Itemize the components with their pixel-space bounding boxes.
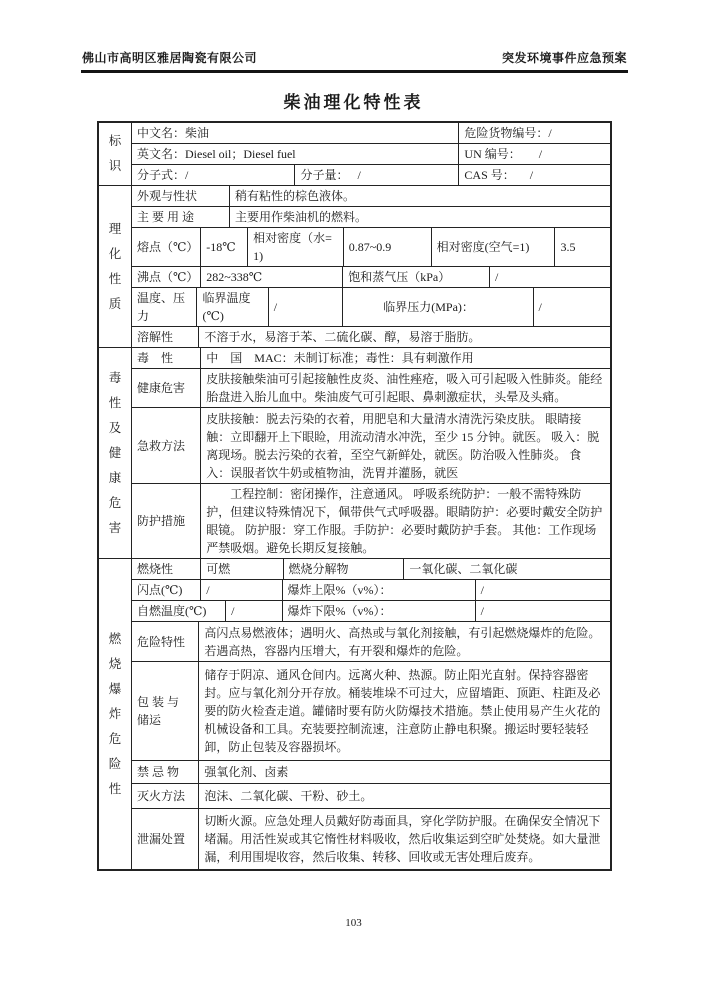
cell-toxicity-label: 毒 性	[132, 348, 201, 368]
section-identification-label-cell	[99, 123, 132, 185]
table-row	[132, 601, 610, 622]
cell-critical-pressure-value: /	[538, 300, 542, 314]
cell-critical-pressure-label: 临界压力(MPa)：	[343, 288, 533, 326]
table-row	[132, 622, 610, 662]
cell-density-water-label: 相对密度（水=1)	[248, 228, 344, 266]
cell-incompatibles-value: 强氧化剂、卤素	[204, 765, 289, 779]
section-fire-explosion	[99, 558, 610, 869]
section-physical	[99, 185, 610, 347]
cell-combustibility-value: 可燃	[201, 559, 283, 579]
table-row	[132, 559, 610, 580]
cell-solubility-value: 不溶于水，易溶于苯、二硫化碳、醇，易溶于脂肪。	[204, 330, 481, 344]
section-identification	[99, 123, 610, 185]
section-physical-label-cell	[99, 186, 132, 347]
cell-solubility-label: 溶解性	[132, 327, 199, 347]
cell-vapor-pressure-value: /	[494, 270, 499, 284]
table-row	[132, 784, 610, 809]
table-row	[132, 144, 610, 165]
table-row	[132, 369, 610, 408]
table-row	[132, 761, 610, 784]
table-row	[132, 267, 610, 288]
cell-explosion-upper-value: /	[480, 583, 484, 597]
cell-en-name: 英文名：Diesel oil；Diesel fuel	[132, 144, 459, 164]
cell-melting-value: -18℃	[201, 228, 248, 266]
table-row	[132, 207, 610, 228]
cell-molecular-formula: 分子式：/	[132, 165, 295, 185]
section-fire-explosion-label: 燃烧爆炸危险性	[108, 631, 122, 796]
cell-hazard-value: 高闪点易燃液体；遇明火、高热或与氧化剂接触，有引起燃烧爆炸的危险。若遇高热，容器内压增大，有开裂和爆炸的危险。	[204, 625, 601, 658]
table-row	[132, 165, 610, 185]
cell-density-air-label: 相对密度(空气=1)	[432, 228, 556, 266]
cell-first-aid-value: 皮肤接触：脱去污染的衣着，用肥皂和大量清水清洗污染皮肤。 眼睛接触：立即翻开上下眼睑，用流动清水冲洗，至少 15 分钟。就医。 吸入：脱离现场。脱去污染的衣着，至空气新鲜处，就医。防治吸入性肺炎。 食入：误服者饮牛奶或植物油，洗胃并灌肠，就医	[206, 411, 600, 480]
cell-explosion-lower-value: /	[480, 604, 484, 618]
cell-boiling-label: 沸点（℃）	[132, 267, 201, 287]
cell-critical-temp-value: /	[269, 288, 344, 326]
cell-hazard-label: 危险特性	[132, 622, 199, 661]
table-row	[132, 123, 610, 144]
header-rule	[81, 70, 628, 73]
cell-extinguishing-value: 泡沫、二氧化碳、干粉、砂土。	[204, 789, 373, 803]
diesel-properties-table	[97, 121, 612, 871]
header-doc-title: 突发环境事件应急预案	[501, 51, 627, 65]
section-identification-label: 标识	[108, 134, 122, 173]
cell-decomposition-label: 燃烧分解物	[284, 559, 405, 579]
cell-combustibility-label: 燃烧性	[132, 559, 201, 579]
cell-density-air-value: 3.5	[560, 240, 576, 254]
page-title: 柴油理化特性表	[283, 93, 424, 112]
cell-leakage-value: 切断火源。应急处理人员戴好防毒面具，穿化学防护服。在确保安全情况下堵漏。用活性炭或其它惰性材料吸收，然后收集运到空旷处焚烧。如大量泄漏，利用围堤收容，然后收集、转移、回收或无害处理后废弃。	[204, 814, 601, 864]
table-row	[132, 580, 610, 601]
section-physical-label: 理化性质	[108, 221, 122, 311]
cell-health-hazard-value: 皮肤接触柴油可引起接触性皮炎、油性痤疮，吸入可引起吸入性肺炎。能经胎盘进入胎儿血中。柴油废气可引起眼、鼻刺激症状，头晕及头痛。	[206, 372, 603, 404]
table-row	[132, 408, 610, 484]
cell-flash-point-label: 闪点(℃)	[132, 580, 201, 600]
cell-auto-ignition-value: /	[226, 601, 282, 621]
cell-first-aid-label: 急救方法	[132, 408, 201, 483]
section-toxicity	[99, 347, 610, 558]
cell-storage-value: 储存于阴凉、通风仓间内。远离火种、热源。防止阳光直射。保持容器密封。应与氧化剂分开存放。桶装堆垛不可过大，应留墙距、顶距、柱距及必要的防火检查走道。罐储时要有防火防爆技术措施。禁止使用易产生火花的机械设备和工具。充装要控制流速，注意防止静电积聚。搬运时要轻装轻卸，防止包装及容器损坏。	[204, 668, 601, 754]
cell-molecular-weight: 分子量： /	[295, 165, 459, 185]
cell-cn-name: 中文名：柴油	[132, 123, 459, 143]
cell-critical-temp-label: 临界温度(℃)	[197, 288, 268, 326]
table-row	[132, 288, 610, 327]
header-company: 佛山市高明区雅居陶瓷有限公司	[82, 51, 258, 65]
cell-protection-label: 防护措施	[132, 484, 201, 558]
cell-auto-ignition-label: 自燃温度(℃)	[132, 601, 226, 621]
cell-usage-value: 主要用作柴油机的燃料。	[234, 210, 367, 224]
page-number: 103	[345, 917, 362, 929]
cell-temp-pressure-label: 温度、压力	[132, 288, 197, 326]
section-toxicity-label-cell	[99, 348, 132, 558]
cell-appearance-label: 外观与性状	[132, 186, 230, 206]
cell-extinguishing-label: 灭火方法	[132, 784, 199, 808]
cell-leakage-label: 泄漏处置	[132, 809, 199, 869]
section-fire-explosion-label-cell	[99, 559, 132, 869]
page-header	[82, 49, 627, 66]
section-toxicity-label: 毒性及健康危害	[108, 370, 122, 535]
cell-health-hazard-label: 健康危害	[132, 369, 201, 407]
cell-protection-value: 工程控制：密闭操作，注意通风。 呼吸系统防护：一般不需特殊防护，但建议特殊情况下，佩带供气式呼吸器。眼睛防护：必要时戴安全防护眼镜。 防护服：穿工作服。手防护：必要时戴防护手套。 其他：工作现场严禁吸烟。避免长期反复接触。	[206, 487, 603, 555]
table-row	[132, 662, 610, 761]
cell-un-no: UN 编号： /	[464, 147, 543, 161]
table-row	[132, 228, 610, 267]
cell-storage-label: 包 装 与 储运	[132, 662, 199, 760]
cell-flash-point-value: /	[201, 580, 282, 600]
cell-vapor-pressure-label: 饱和蒸气压（kPa）	[343, 267, 490, 287]
table-row	[132, 327, 610, 347]
table-row	[132, 186, 610, 207]
cell-melting-label: 熔点（℃）	[132, 228, 201, 266]
cell-density-water-value: 0.87~0.9	[344, 228, 432, 266]
cell-boiling-value: 282~338℃	[201, 267, 343, 287]
table-row	[132, 809, 610, 869]
cell-cas-no: CAS 号： /	[464, 168, 534, 182]
cell-toxicity-value: 中 国 MAC：未制订标准；毒性：具有刺激作用	[206, 351, 474, 365]
table-row	[132, 348, 610, 369]
table-row	[132, 484, 610, 558]
cell-incompatibles-label: 禁 忌 物	[132, 761, 199, 783]
cell-appearance-value: 稍有粘性的棕色液体。	[234, 189, 355, 203]
cell-usage-label: 主 要 用 途	[132, 207, 230, 227]
cell-explosion-lower-label: 爆炸下限%（v%）：	[283, 601, 476, 621]
cell-decomposition-value: 一氧化碳、二氧化碳	[409, 562, 518, 576]
cell-explosion-upper-label: 爆炸上限%（v%）：	[283, 580, 476, 600]
cell-dangerous-goods-no: 危险货物编号：/	[464, 126, 552, 140]
